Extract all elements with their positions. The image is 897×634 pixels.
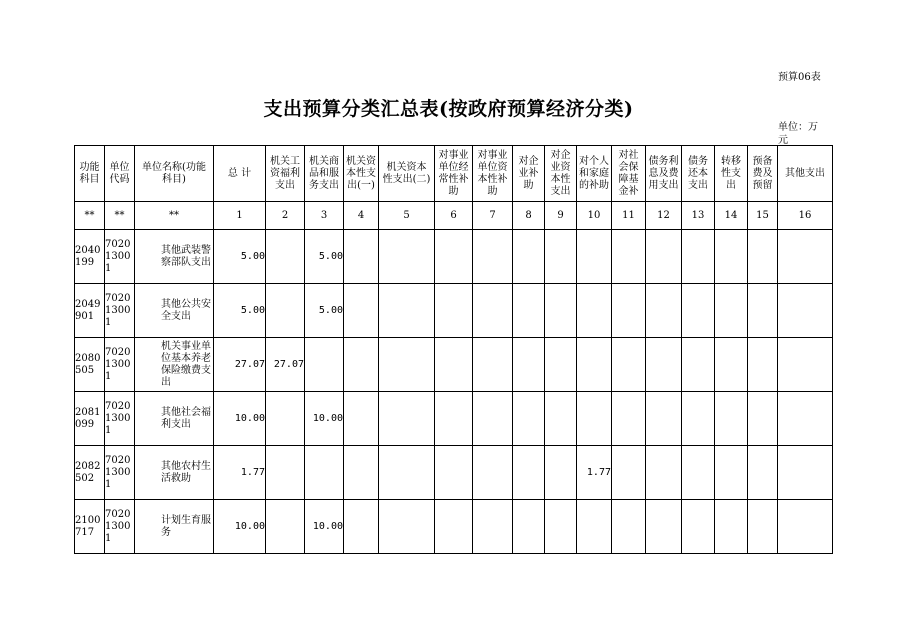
amount-cell — [513, 392, 545, 446]
function-code-cell: 2080505 — [75, 338, 105, 392]
unit-name-cell — [135, 284, 214, 338]
column-header-label: 其他支出 — [785, 167, 825, 179]
amount-cell — [435, 284, 473, 338]
amount-cell — [545, 392, 577, 446]
function-code-cell: 2040199 — [75, 230, 105, 284]
index-cell: 5 — [379, 202, 435, 230]
index-cell: 3 — [305, 202, 344, 230]
function-code-cell: 2100717 — [75, 500, 105, 554]
column-header — [748, 146, 778, 202]
amount-cell — [577, 338, 612, 392]
page-title: 支出预算分类汇总表(按政府预算经济分类) — [263, 98, 634, 120]
amount-cell — [379, 392, 435, 446]
amount-cell — [435, 500, 473, 554]
amount-cell — [266, 446, 305, 500]
index-cell: 11 — [612, 202, 646, 230]
amount-cell — [344, 338, 379, 392]
amount-cell: 5.00 — [214, 284, 266, 338]
index-cell: ** — [105, 202, 135, 230]
index-cell: 13 — [682, 202, 715, 230]
table-row — [75, 500, 833, 554]
amount-cell — [715, 338, 748, 392]
amount-cell — [646, 284, 682, 338]
amount-cell — [778, 284, 833, 338]
amount-cell — [778, 230, 833, 284]
header-row — [75, 146, 833, 202]
amount-cell — [513, 338, 545, 392]
amount-cell — [379, 284, 435, 338]
amount-cell — [513, 500, 545, 554]
index-cell: 4 — [344, 202, 379, 230]
column-header — [435, 146, 473, 202]
table-row — [75, 338, 833, 392]
column-header — [646, 146, 682, 202]
amount-cell — [715, 230, 748, 284]
index-cell: 2 — [266, 202, 305, 230]
column-header-label: 转移性支出 — [721, 155, 741, 191]
unit-name-text: 其他社会福利支出 — [161, 406, 211, 430]
amount-cell — [435, 446, 473, 500]
index-cell: 10 — [577, 202, 612, 230]
amount-cell — [778, 446, 833, 500]
amount-cell — [435, 230, 473, 284]
unit-name-text: 其他武装警察部队支出 — [161, 244, 211, 268]
amount-cell — [266, 230, 305, 284]
column-header-label: 机关资本性支出(二) — [382, 161, 431, 185]
table-row — [75, 392, 833, 446]
amount-cell: 5.00 — [305, 230, 344, 284]
column-header — [135, 146, 214, 202]
amount-cell — [682, 284, 715, 338]
amount-cell — [748, 230, 778, 284]
amount-cell — [715, 284, 748, 338]
column-header-label: 对事业单位经常性补助 — [438, 149, 469, 197]
column-header — [75, 146, 105, 202]
table-row — [75, 230, 833, 284]
amount-cell — [778, 392, 833, 446]
column-header-label: 功能科目 — [79, 161, 100, 185]
column-header-label: 债务还本支出 — [688, 155, 708, 191]
column-header-label: 预备费及预留 — [752, 155, 773, 191]
amount-cell — [344, 500, 379, 554]
amount-cell — [513, 284, 545, 338]
column-header-label: 机关工资福利支出 — [270, 155, 300, 191]
unit-name-cell — [135, 338, 214, 392]
amount-cell — [577, 500, 612, 554]
column-header-label: 对事业单位资本性补助 — [477, 149, 508, 197]
amount-cell: 10.00 — [214, 500, 266, 554]
amount-cell — [473, 230, 513, 284]
amount-cell — [577, 284, 612, 338]
amount-cell — [646, 230, 682, 284]
amount-cell — [473, 446, 513, 500]
amount-cell — [473, 500, 513, 554]
amount-cell — [612, 338, 646, 392]
column-header — [778, 146, 833, 202]
index-cell: 1 — [214, 202, 266, 230]
amount-cell — [646, 500, 682, 554]
index-cell: 9 — [545, 202, 577, 230]
unit-code-cell: 702013001 — [105, 230, 135, 284]
column-header — [473, 146, 513, 202]
column-header — [577, 146, 612, 202]
amount-cell — [545, 500, 577, 554]
amount-cell — [612, 392, 646, 446]
amount-cell — [545, 230, 577, 284]
amount-cell: 1.77 — [577, 446, 612, 500]
unit-name-text: 计划生育服务 — [161, 514, 211, 538]
amount-cell: 10.00 — [305, 500, 344, 554]
amount-cell — [379, 500, 435, 554]
amount-cell — [473, 338, 513, 392]
amount-cell — [612, 284, 646, 338]
index-cell: 14 — [715, 202, 748, 230]
amount-cell — [545, 284, 577, 338]
form-number: 预算06表 — [778, 72, 821, 83]
amount-cell — [748, 392, 778, 446]
amount-cell — [266, 500, 305, 554]
amount-cell — [344, 392, 379, 446]
unit-code-cell: 702013001 — [105, 446, 135, 500]
index-cell: 15 — [748, 202, 778, 230]
unit-name-cell — [135, 500, 214, 554]
amount-cell — [266, 284, 305, 338]
column-header — [379, 146, 435, 202]
unit-name-cell — [135, 446, 214, 500]
amount-cell — [379, 446, 435, 500]
amount-cell — [344, 230, 379, 284]
amount-cell — [344, 284, 379, 338]
column-header-label: 对企业补助 — [518, 155, 539, 191]
amount-cell — [646, 392, 682, 446]
amount-cell: 27.07 — [214, 338, 266, 392]
unit-name-text: 机关事业单位基本养老保险缴费支出 — [161, 340, 211, 388]
amount-cell — [612, 446, 646, 500]
index-cell: 8 — [513, 202, 545, 230]
column-header — [305, 146, 344, 202]
column-header-label: 对个人和家庭的补助 — [579, 155, 609, 191]
amount-cell — [748, 284, 778, 338]
amount-cell — [305, 446, 344, 500]
unit-code-cell: 702013001 — [105, 284, 135, 338]
function-code-cell: 2049901 — [75, 284, 105, 338]
column-header — [344, 146, 379, 202]
amount-cell — [435, 338, 473, 392]
column-header-label: 机关资本性支出(一) — [346, 155, 376, 191]
unit-label: 单位：万元 — [778, 122, 818, 146]
amount-cell: 27.07 — [266, 338, 305, 392]
unit-name-text: 其他农村生活救助 — [161, 460, 211, 484]
amount-cell — [577, 230, 612, 284]
index-cell: 7 — [473, 202, 513, 230]
index-cell: ** — [135, 202, 214, 230]
amount-cell — [682, 446, 715, 500]
column-header — [214, 146, 266, 202]
amount-cell — [682, 230, 715, 284]
amount-cell — [748, 446, 778, 500]
column-header-label: 总 计 — [227, 167, 252, 179]
amount-cell — [577, 392, 612, 446]
amount-cell — [612, 500, 646, 554]
unit-code-cell: 702013001 — [105, 500, 135, 554]
amount-cell — [646, 338, 682, 392]
column-header — [612, 146, 646, 202]
table-body — [75, 146, 833, 554]
column-header — [715, 146, 748, 202]
amount-cell — [646, 446, 682, 500]
unit-code-cell: 702013001 — [105, 392, 135, 446]
amount-cell — [513, 230, 545, 284]
amount-cell — [435, 392, 473, 446]
column-header-label: 机关商品和服务支出 — [309, 155, 339, 191]
column-header — [682, 146, 715, 202]
amount-cell — [612, 230, 646, 284]
column-header-label: 债务利息及费用支出 — [648, 155, 679, 191]
amount-cell — [266, 392, 305, 446]
column-header — [545, 146, 577, 202]
budget-table — [74, 145, 833, 554]
amount-cell — [513, 446, 545, 500]
amount-cell: 5.00 — [214, 230, 266, 284]
unit-name-cell — [135, 392, 214, 446]
function-code-cell: 2082502 — [75, 446, 105, 500]
index-cell: ** — [75, 202, 105, 230]
amount-cell — [748, 338, 778, 392]
amount-cell — [682, 500, 715, 554]
column-header — [105, 146, 135, 202]
table-row — [75, 284, 833, 338]
column-header — [266, 146, 305, 202]
column-header-label: 单位名称(功能科目) — [142, 161, 206, 185]
function-code-cell: 2081099 — [75, 392, 105, 446]
amount-cell — [748, 500, 778, 554]
amount-cell — [682, 392, 715, 446]
amount-cell: 5.00 — [305, 284, 344, 338]
amount-cell — [545, 446, 577, 500]
unit-name-cell — [135, 230, 214, 284]
table-row — [75, 446, 833, 500]
amount-cell — [778, 338, 833, 392]
column-header-label: 对企业资本性支出 — [550, 149, 571, 197]
index-row — [75, 202, 833, 230]
amount-cell — [778, 500, 833, 554]
amount-cell — [379, 230, 435, 284]
amount-cell — [379, 338, 435, 392]
amount-cell — [344, 446, 379, 500]
column-header-label: 单位代码 — [109, 161, 130, 185]
index-cell: 16 — [778, 202, 833, 230]
amount-cell — [715, 500, 748, 554]
amount-cell — [715, 392, 748, 446]
column-header-label: 对社会保障基金补 — [618, 149, 639, 197]
unit-name-text: 其他公共安全支出 — [161, 298, 211, 322]
index-cell: 12 — [646, 202, 682, 230]
amount-cell — [715, 446, 748, 500]
amount-cell — [473, 392, 513, 446]
amount-cell — [682, 338, 715, 392]
amount-cell — [545, 338, 577, 392]
unit-code-cell: 702013001 — [105, 338, 135, 392]
amount-cell: 10.00 — [214, 392, 266, 446]
column-header — [513, 146, 545, 202]
index-cell: 6 — [435, 202, 473, 230]
amount-cell: 10.00 — [305, 392, 344, 446]
amount-cell — [473, 284, 513, 338]
amount-cell: 1.77 — [214, 446, 266, 500]
amount-cell — [305, 338, 344, 392]
